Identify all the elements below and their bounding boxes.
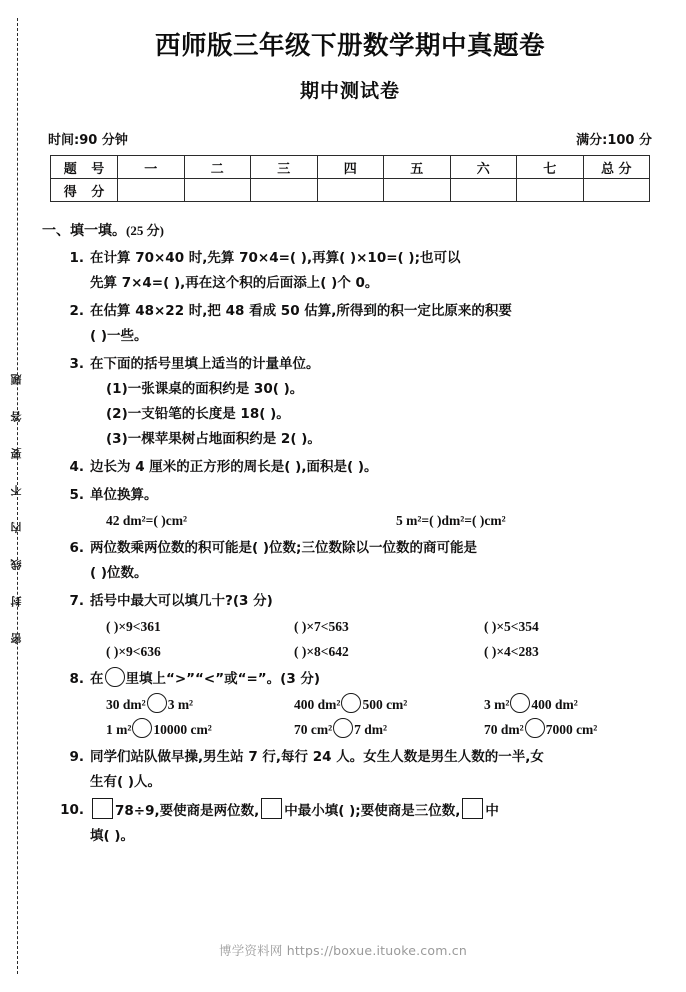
score-cell[interactable] bbox=[251, 179, 318, 202]
comparison-left: 400 dm² bbox=[294, 697, 341, 712]
question-number: 10. bbox=[60, 802, 84, 818]
question-line: 先算 7×4=( ),再在这个积的后面添上( )个 0。 bbox=[90, 275, 379, 291]
fill-box-icon[interactable] bbox=[92, 798, 113, 819]
question-part: 中 bbox=[485, 803, 499, 819]
question-line: 在估算 48×22 时,把 48 看成 50 估算,所得到的积一定比原来的积要 bbox=[90, 303, 512, 319]
question-body bbox=[90, 589, 670, 664]
question-line: ( )一些。 bbox=[90, 328, 148, 344]
inequality-item: ( )×5<354 bbox=[484, 619, 539, 634]
unit-conversion-item: 42 dm²=( )cm² bbox=[106, 513, 188, 528]
comparison-left: 70 dm² bbox=[484, 722, 524, 737]
inequality-row bbox=[90, 639, 670, 664]
inequality-item: ( )×7<563 bbox=[294, 619, 349, 634]
question-line: 生有( )人。 bbox=[90, 774, 162, 790]
question-subline: (2)一支铅笔的长度是 18( )。 bbox=[106, 406, 290, 422]
question-number: 5. bbox=[69, 487, 84, 503]
inequality-row bbox=[90, 614, 670, 639]
question-3 bbox=[40, 352, 660, 452]
score-cell[interactable] bbox=[118, 179, 185, 202]
comparison-item bbox=[106, 692, 294, 717]
comparison-circle-icon[interactable] bbox=[525, 718, 545, 738]
question-line bbox=[90, 798, 660, 824]
comparison-circle-icon[interactable] bbox=[341, 693, 361, 713]
fill-box-icon[interactable] bbox=[462, 798, 483, 819]
question-number: 1. bbox=[69, 250, 84, 266]
score-table-col-header: 一 bbox=[118, 156, 185, 179]
score-table-row-label: 得 分 bbox=[51, 179, 118, 202]
total-points-label: 满分:100 分 bbox=[576, 133, 652, 148]
table-row bbox=[51, 156, 650, 179]
score-cell[interactable] bbox=[384, 179, 451, 202]
comparison-left: 1 m² bbox=[106, 722, 132, 737]
comparison-item bbox=[294, 692, 484, 717]
comparison-circle-icon[interactable] bbox=[147, 693, 167, 713]
score-table-col-header: 五 bbox=[384, 156, 451, 179]
question-body bbox=[90, 798, 660, 849]
question-body bbox=[90, 483, 660, 533]
question-body bbox=[90, 536, 660, 586]
question-line bbox=[90, 667, 670, 692]
question-body bbox=[90, 745, 660, 795]
score-table bbox=[50, 155, 650, 202]
section-heading-1 bbox=[42, 220, 660, 240]
question-line: 单位换算。 bbox=[90, 487, 158, 503]
comparison-left: 3 m² bbox=[484, 697, 510, 712]
question-8 bbox=[40, 667, 660, 742]
sealing-line-text: 密封线内不要答题 bbox=[10, 348, 23, 644]
question-9 bbox=[40, 745, 660, 795]
question-subline: (3)一棵苹果树占地面积约是 2( )。 bbox=[106, 431, 321, 447]
comparison-right: 400 dm² bbox=[531, 697, 578, 712]
comparison-left: 70 cm² bbox=[294, 722, 333, 737]
question-5 bbox=[40, 483, 660, 533]
question-number: 6. bbox=[69, 540, 84, 556]
question-line: 在计算 70×40 时,先算 70×4=( ),再算( )×10=( );也可以 bbox=[90, 250, 461, 266]
question-line: 边长为 4 厘米的正方形的周长是( ),面积是( )。 bbox=[90, 459, 378, 475]
comparison-row bbox=[90, 717, 670, 742]
inequality-item: ( )×4<283 bbox=[484, 644, 539, 659]
score-table-col-header: 六 bbox=[450, 156, 517, 179]
fill-box-icon[interactable] bbox=[261, 798, 282, 819]
question-4 bbox=[40, 455, 660, 480]
question-7 bbox=[40, 589, 660, 664]
comparison-right: 10000 cm² bbox=[153, 722, 212, 737]
question-line: 同学们站队做早操,男生站 7 行,每行 24 人。女生人数是男生人数的一半,女 bbox=[90, 749, 544, 765]
question-line: 填( )。 bbox=[90, 828, 135, 844]
comparison-circle-icon[interactable] bbox=[132, 718, 152, 738]
comparison-left: 30 dm² bbox=[106, 697, 146, 712]
comparison-item bbox=[294, 717, 484, 742]
question-line: 在下面的括号里填上适当的计量单位。 bbox=[90, 356, 320, 372]
question-line: 两位数乘两位数的积可能是( )位数;三位数除以一位数的商可能是 bbox=[90, 540, 477, 556]
inequality-item: ( )×9<636 bbox=[106, 644, 161, 659]
question-part: 78÷9,要使商是两位数, bbox=[115, 803, 260, 819]
page-subtitle: 期中测试卷 bbox=[299, 80, 400, 102]
score-cell[interactable] bbox=[317, 179, 384, 202]
question-number: 8. bbox=[69, 671, 84, 687]
inequality-item: ( )×9<361 bbox=[106, 619, 161, 634]
question-subline: (1)一张课桌的面积约是 30( )。 bbox=[106, 381, 304, 397]
question-number: 2. bbox=[69, 303, 84, 319]
question-prompt-pre: 在 bbox=[90, 671, 104, 687]
comparison-item bbox=[106, 717, 294, 742]
comparison-circle-icon[interactable] bbox=[333, 718, 353, 738]
question-body bbox=[90, 246, 660, 296]
page-title: 西师版三年级下册数学期中真题卷 bbox=[154, 31, 545, 61]
unit-conversion-item: 5 m²=( )dm²=( )cm² bbox=[396, 513, 506, 528]
score-table-col-header: 四 bbox=[317, 156, 384, 179]
score-table-col-header: 总 分 bbox=[583, 156, 650, 179]
score-table-col-header: 三 bbox=[251, 156, 318, 179]
footer-watermark: 博学资料网 https://boxue.ituoke.com.cn bbox=[219, 943, 467, 958]
score-cell[interactable] bbox=[184, 179, 251, 202]
question-number: 9. bbox=[69, 749, 84, 765]
question-prompt-post: 里填上“>”“<”或“=”。(3 分) bbox=[125, 671, 321, 687]
time-limit-label: 时间:90 分钟 bbox=[48, 133, 128, 148]
question-part: 中最小填( );要使商是三位数, bbox=[284, 803, 461, 819]
question-number: 7. bbox=[69, 593, 84, 609]
question-10 bbox=[40, 798, 660, 849]
question-number: 3. bbox=[69, 356, 84, 372]
inequality-item: ( )×8<642 bbox=[294, 644, 349, 659]
section-title: 一、填一填。 bbox=[42, 223, 126, 239]
question-body bbox=[90, 299, 660, 349]
question-6 bbox=[40, 536, 660, 586]
score-table-col-header: 七 bbox=[517, 156, 584, 179]
score-cell[interactable] bbox=[450, 179, 517, 202]
section-points: (25 分) bbox=[126, 223, 164, 238]
comparison-item bbox=[484, 717, 670, 742]
question-2 bbox=[40, 299, 660, 349]
score-cell[interactable] bbox=[583, 179, 650, 202]
question-line: ( )位数。 bbox=[90, 565, 148, 581]
question-body bbox=[90, 455, 660, 480]
comparison-right: 7 dm² bbox=[354, 722, 388, 737]
exam-meta-row bbox=[48, 129, 652, 148]
question-number: 4. bbox=[69, 459, 84, 475]
question-line: 括号中最大可以填几十?(3 分) bbox=[90, 593, 273, 609]
comparison-circle-icon[interactable] bbox=[510, 693, 530, 713]
table-row bbox=[51, 179, 650, 202]
comparison-circle-icon[interactable] bbox=[105, 667, 125, 687]
question-body bbox=[90, 352, 660, 452]
comparison-right: 3 m² bbox=[167, 697, 194, 712]
comparison-right: 7000 cm² bbox=[545, 722, 598, 737]
comparison-row bbox=[90, 692, 670, 717]
question-1 bbox=[40, 246, 660, 296]
score-cell[interactable] bbox=[517, 179, 584, 202]
question-body bbox=[90, 667, 670, 742]
score-table-row-label: 题 号 bbox=[51, 156, 118, 179]
score-table-col-header: 二 bbox=[184, 156, 251, 179]
comparison-right: 500 cm² bbox=[362, 697, 408, 712]
exam-page bbox=[40, 0, 660, 992]
comparison-item bbox=[484, 692, 670, 717]
sealing-dashed-line bbox=[17, 18, 18, 974]
unit-conversion-row bbox=[90, 508, 660, 533]
